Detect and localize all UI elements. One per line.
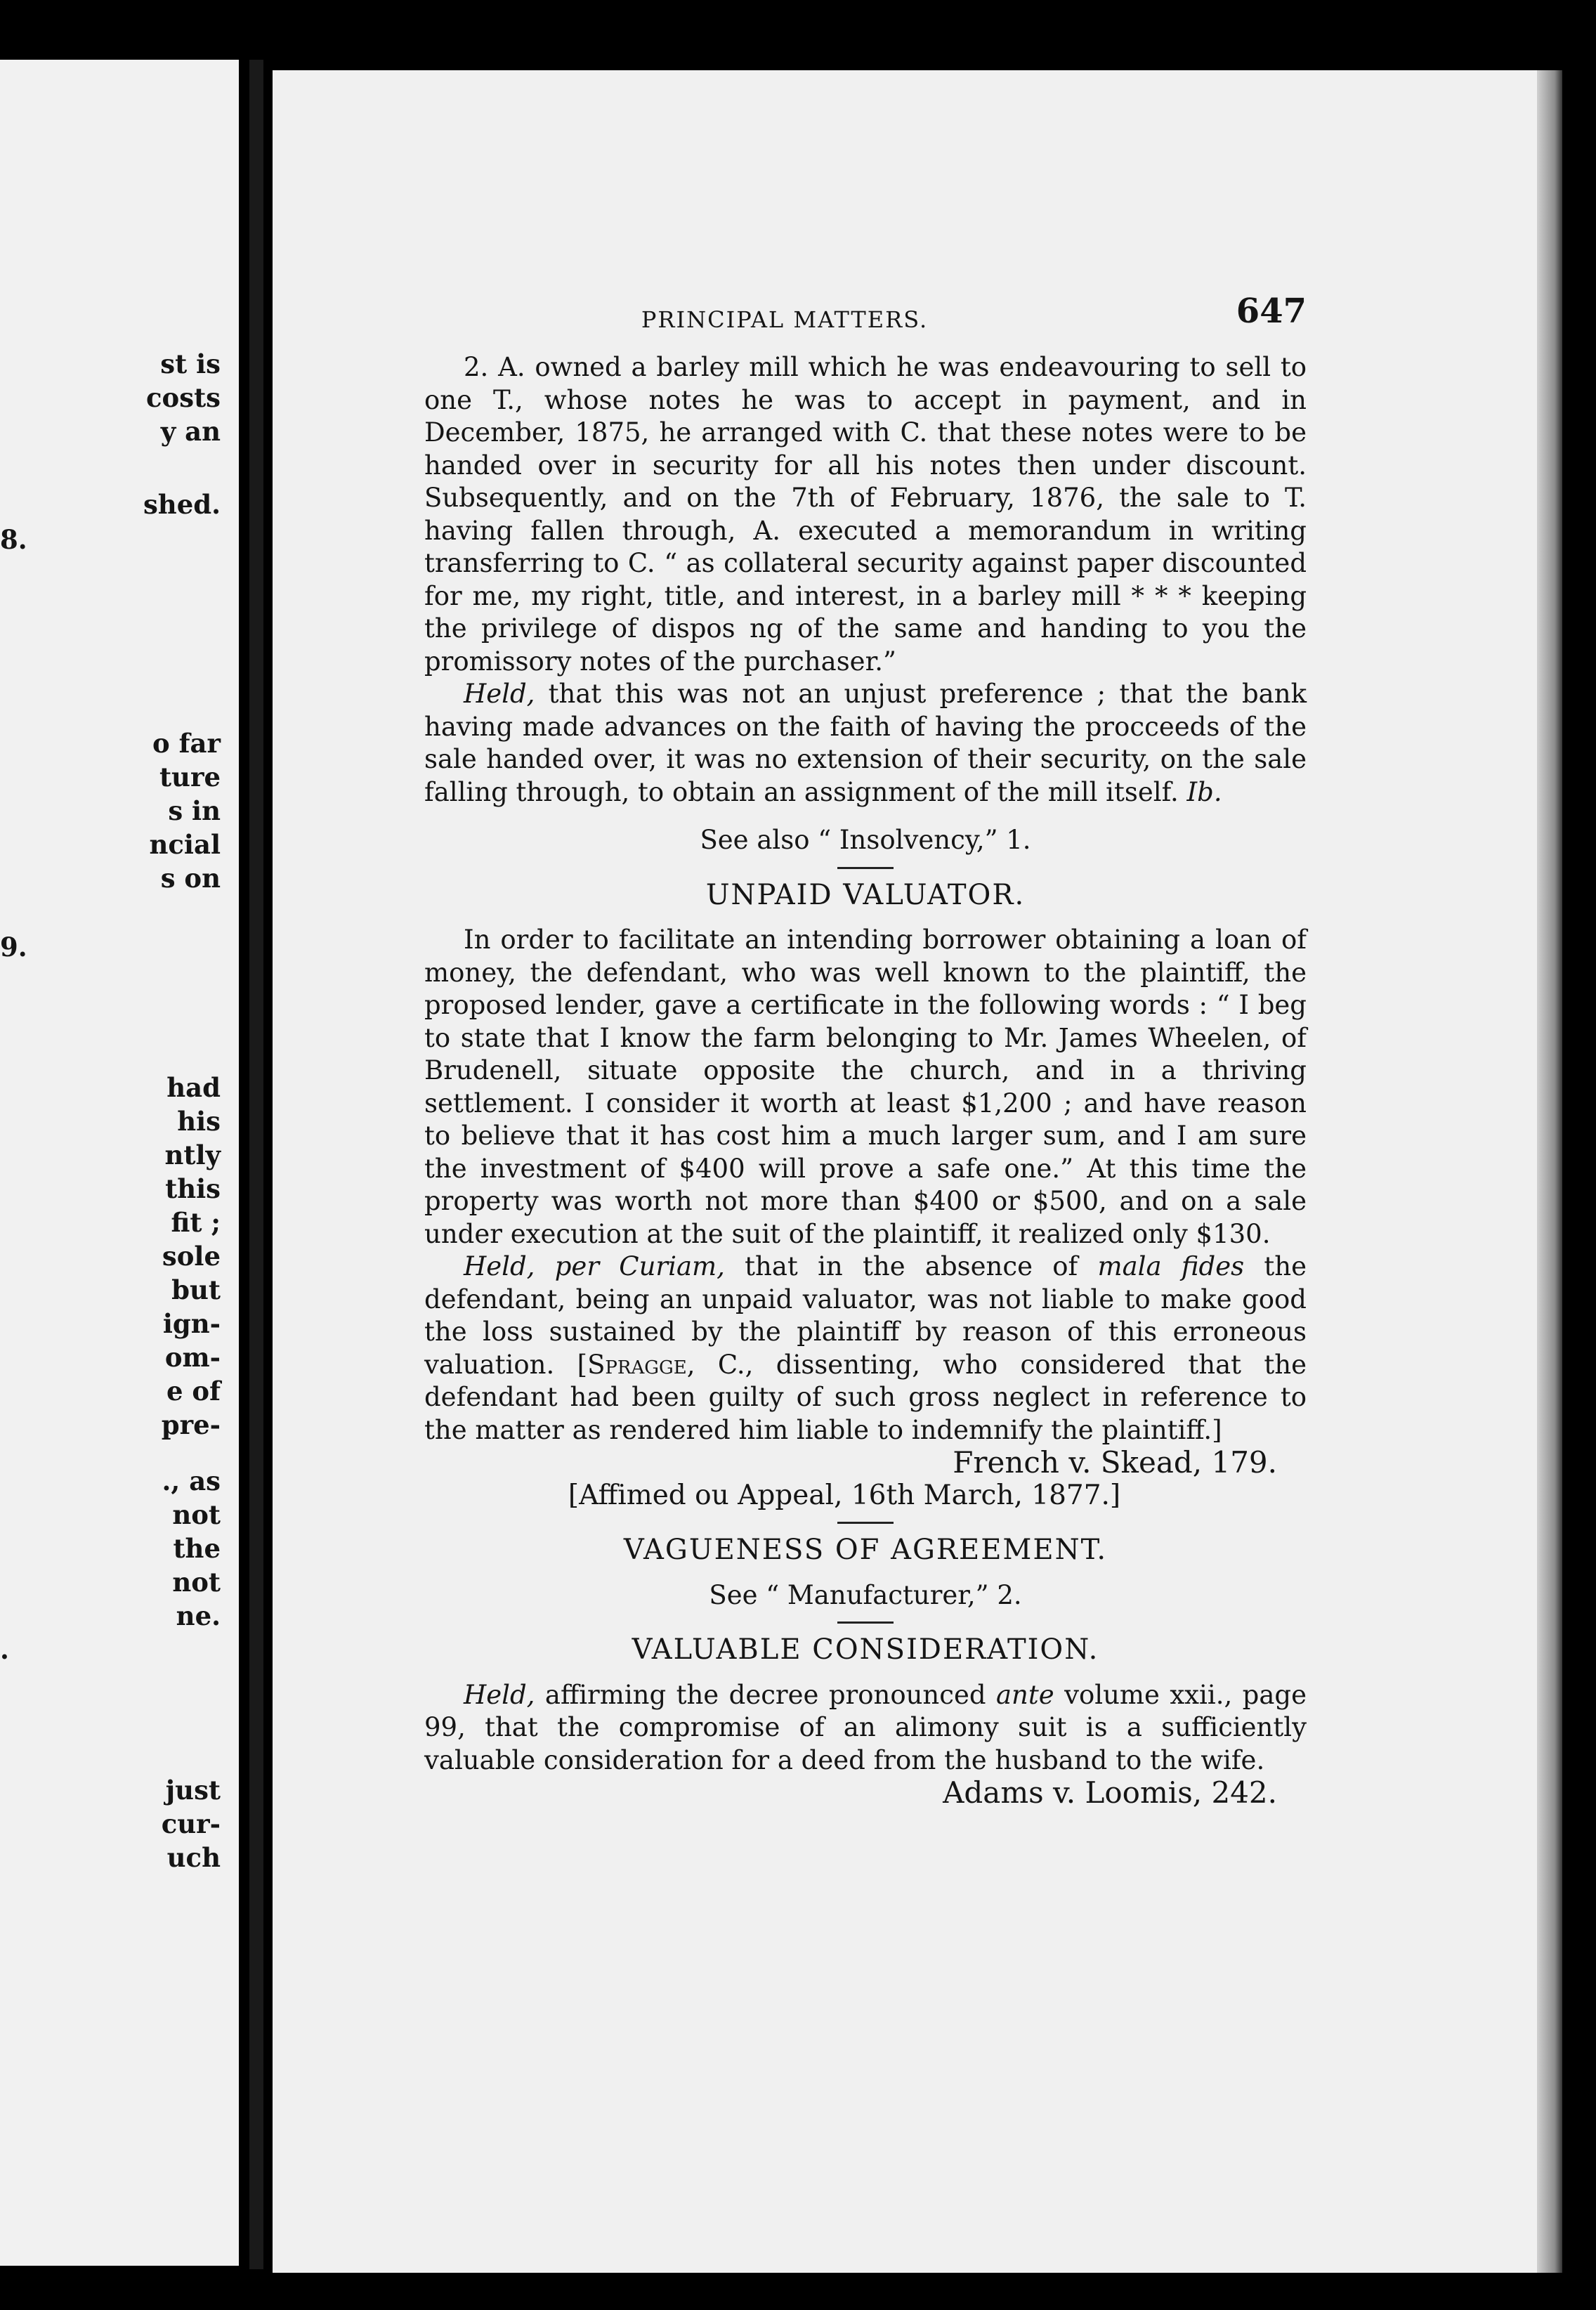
previous-page-fragment: ncial (149, 829, 221, 860)
previous-page-fragment: had (166, 1072, 221, 1103)
case-citation-french: French v. Skead, 179. (953, 1445, 1277, 1480)
case-citation-adams: Adams v. Loomis, 242. (943, 1775, 1277, 1810)
page-edge (1537, 70, 1562, 2273)
book-spine (249, 60, 263, 2269)
previous-page-fragment: ntly (164, 1140, 221, 1170)
held-per-curiam: Held, per Curiam, (464, 1251, 725, 1281)
holding-text-c: , C., dissenting, who considered that the defendant had been guilty of such gross neglect in reference to the matter as rendered him liable to indemnify the plaintiff.] (424, 1349, 1307, 1445)
previous-page-fragment: not (172, 1567, 221, 1598)
consideration-holding (424, 1679, 1307, 1777)
holding-text-b: the defendant, being an unpaid valuator, was not liable to make good the loss sustained by the plaintiff by reason of this erroneous valuation. [ (424, 1251, 1307, 1380)
judge-name: Spragge (587, 1349, 687, 1380)
mala-fides: mala fides (1097, 1251, 1245, 1281)
previous-page (0, 60, 239, 2266)
section-rule (837, 867, 894, 869)
previous-page-fragment: e of (166, 1376, 221, 1407)
heading-unpaid-valuator: UNPAID VALUATOR. (705, 878, 1026, 911)
previous-page-fragment: om- (164, 1342, 221, 1373)
previous-page-fragment: st is (160, 348, 221, 379)
section-rule (837, 1621, 894, 1624)
held-label: Held, (464, 1679, 535, 1710)
previous-page-fragment: s on (160, 863, 221, 894)
previous-page-fragment: ign- (162, 1308, 221, 1339)
running-head (424, 292, 1307, 344)
insolvency-holding (424, 678, 1307, 809)
heading-vagueness: VAGUENESS OF AGREEMENT. (623, 1534, 1108, 1566)
holding-text: that this was not an unjust preference ; that the bank having made advances on the faith of having the procceeds of the sale handed over, it was no extension of their security, on the sale falling through, to obtain an assignment of the mill itself. (424, 679, 1307, 807)
see-also-reference: See also “ Insolvency,” 1. (700, 825, 1031, 855)
previous-page-fragment: ., as (162, 1466, 221, 1496)
valuator-facts: In order to facilitate an intending borrower obtaining a loan of money, the defendant, who was well known to the plaintiff, the proposed lender, gave a certificate in the following words : “ I beg to state that I know the farm belonging to Mr. James Wheelen, of Brudenell, situate opposite the church, and in a thriving settlement. I consider it worth at least $1,200 ; and have reason to believe that it has cost him a much larger sum, and I am sure the investment of $400 will prove a safe one.” At this time the property was worth not more than $400 or $500, and on a sale under execution at the suit of the plaintiff, it realized only $130. (424, 925, 1307, 1249)
holding-text-a: that in the absence of (724, 1251, 1098, 1281)
page-number: 647 (1236, 292, 1307, 331)
previous-page-fragment: ne. (176, 1600, 221, 1631)
page-content (424, 292, 1307, 1810)
previous-page-fragment: . (0, 1634, 9, 1665)
previous-page-fragment: but (171, 1274, 221, 1305)
ante: ante (995, 1679, 1054, 1710)
previous-page-fragment: y an (160, 416, 221, 447)
holding-text-a: affirming the decree pronounced (535, 1679, 996, 1710)
previous-page-fragment: uch (166, 1842, 221, 1873)
previous-page-fragment: costs (146, 382, 221, 413)
section-rule (837, 1522, 894, 1524)
previous-page-fragment: pre- (161, 1409, 221, 1440)
previous-page-fragment: 8. (0, 524, 27, 555)
insolvency-paragraph-1: 2. A. owned a barley mill which he was endeavouring to sell to one T., whose notes he was to accept in payment, and in December, 1875, he arranged with C. that these notes were to be handed over in security for all his notes then under discount. Subsequently, and on the 7th of February, 1876, the sale to T. having fallen through, A. executed a memorandum in writing transferring to C. “ as collateral security against paper discounted for me, my right, title, and interest, in a barley mill * * * keeping the privilege of dispos ng of the same and handing to you the promissory notes of the purchaser.” (424, 352, 1307, 677)
held-label: Held, (464, 679, 535, 709)
citation: Ib. (1186, 776, 1222, 807)
previous-page-fragment: o far (152, 728, 221, 759)
holding-text-b: volume xxii., page 99, that the compromise of an alimony suit is a sufficiently valuable consideration for a deed from the husband to the wife. (424, 1679, 1307, 1775)
previous-page-fragment: just (165, 1775, 221, 1806)
previous-page-fragment: the (173, 1533, 221, 1564)
previous-page-fragment: ture (159, 762, 221, 792)
previous-page-fragment: shed. (143, 489, 221, 520)
previous-page-fragment: cur- (161, 1808, 221, 1839)
running-head-title: PRINCIPAL MATTERS. (641, 306, 929, 333)
heading-valuable-consideration: VALUABLE CONSIDERATION. (632, 1633, 1099, 1666)
appeal-note: [Affimed ou Appeal, 16th March, 1877.] (568, 1479, 1121, 1511)
previous-page-fragment: s in (168, 795, 221, 826)
previous-page-fragment: this (165, 1173, 221, 1204)
previous-page-fragment: fit ; (171, 1207, 221, 1238)
previous-page-fragment: not (172, 1499, 221, 1530)
previous-page-fragment: sole (162, 1241, 221, 1272)
see-manufacturer: See “ Manufacturer,” 2. (709, 1579, 1022, 1610)
previous-page-fragment: 9. (0, 932, 27, 962)
valuator-holding (424, 1251, 1307, 1447)
previous-page-fragment: his (177, 1106, 221, 1137)
